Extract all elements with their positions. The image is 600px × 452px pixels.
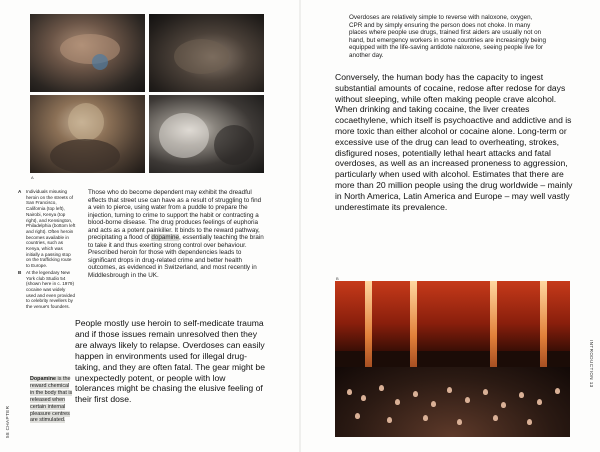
caption-text: At the legendary New York club Studio 54 (shown here in c. 1979) cocaine was widely used and even provided to celebrity revellers by the venue's founders.: [26, 269, 76, 310]
caption-list: [18, 189, 76, 311]
caption-text: Individuals misusing heroin on the streets of San Francisco, California (top left), Nairobi, Kenya (top right), and Kensington, Philadelphia (bottom left and right). Often heroin becomes available in countries, such as Kenya, which was initially a passing stop on the trafficking route to Europe.: [26, 189, 76, 269]
book-gutter: [299, 0, 301, 452]
folio-right: INTRODUCTION 13: [589, 340, 594, 388]
caption-letter: B: [18, 269, 22, 275]
pull-text-right: Conversely, the human body has the capacity to ingest substantial amounts of cocaine, redose after redose for days without sleeping, while often making people crave alcohol. When drinking and taking cocaine, the liver creates cocaethylene, which itself is psychoactive and addictive and is more toxic than either alcohol or cocaine alone. Long-term or excessive use of the drug can lead to overheating, strokes, disfigured noses, potentially lethal heart attacks and fatal overdoses, as well as an increased proneness to aggression, particularly when used with alcohol. Estimates that there are more than 20 million people using the drug worldwide – mainly in North America, Latin America and Europe – may well vastly underestimate its prevalence.: [335, 72, 573, 212]
definition-term: Dopamine: [30, 376, 57, 382]
definition-text: is the reward chemical in the body that is released when certain internal pleasure centres are stimulated.: [30, 376, 73, 424]
photo-studio-54: [335, 281, 570, 437]
photo-label-a: A: [31, 175, 34, 180]
body-text-part: Those who do become dependent may exhibit the dreadful effects that street use can have as a result of struggling to find a vein to pierce, using water from a puddle to prepare the injection, turning to crime to support the habit or contracting a blood-borne disease. The drug produces feelings of euphoria and acts as a potent painkiller. It binds to the reward pathway, precipitating a flood of: [88, 189, 262, 241]
body-text-part: , essentially teaching the brain to take it and thus exerting strong control over behaviour. Prescribed heroin for those with dependencies leads to significant drops in drug-related crime and better health outcomes, as evidenced in Switzerland, and most recently in Middlesbrough in the UK.: [88, 234, 264, 279]
dopamine-highlight: dopamine: [151, 234, 180, 241]
photo-camp-kensington: [149, 95, 264, 173]
pull-text-left: People mostly use heroin to self-medicate trauma and if those issues remain unresolved then they are always likely to relapse. Overdoses can easily happen in environments used for illegal drug-taking, and they are often fatal. The gear might be unexpectedly potent, or people with low tolerances might be chasing the elusive feeling of their first dose.: [75, 318, 265, 405]
photo-street-injection-san-francisco: [30, 14, 145, 92]
body-text-left: [88, 189, 264, 279]
caption-b: [18, 270, 76, 310]
body-text-top-right: Overdoses are relatively simple to reverse with naloxone, oxygen, CPR and by simply ensuring the person does not choke. In many places where people use drugs, trained first aiders are usually not on hand, but emergency workers in some countries are increasingly being equipped with the life-saving antidote naloxone, seeing people live for another day.: [349, 14, 547, 59]
caption-letter: A: [18, 189, 22, 194]
definition-box: [30, 376, 73, 424]
caption-a: [18, 189, 76, 269]
folio-left: 58 CHAPTER: [5, 405, 10, 438]
photo-label-b: B: [336, 276, 339, 281]
photo-woman-kensington: [30, 95, 145, 173]
club-crowd: [335, 367, 570, 437]
photo-hands-nairobi: [149, 14, 264, 92]
